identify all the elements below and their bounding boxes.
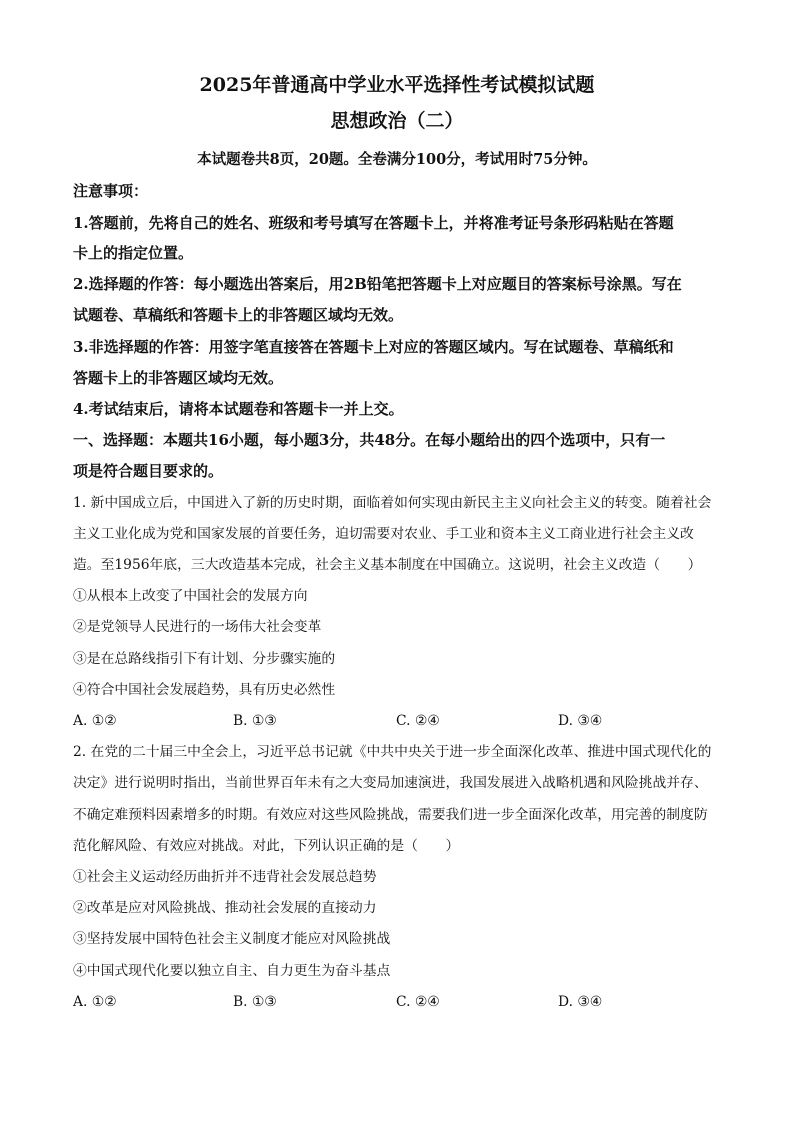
note-2-line-1: 2.选择题的作答：每小题选出答案后，用2B铅笔把答题卡上对应题目的答案标号涂黑。写在 [73,275,682,293]
q2-statement-1: ①社会主义运动经历曲折并不违背社会发展总趋势 [73,869,377,885]
q2-option-d: D. ③④ [558,994,603,1010]
q1-option-b: B. ①③ [233,713,277,729]
section-1-line-2: 项是符合题目要求的。 [73,462,224,480]
q2-option-b: B. ①③ [233,994,277,1010]
q2-stem-line-2: 决定》进行说明时指出，当前世界百年未有之大变局加速演进，我国发展进入战略机遇和风险挑战并存、 [73,775,708,791]
q2-stem-line-4: 范化解风险、有效应对挑战。对此，下列认识正确的是（ ） [73,838,460,854]
q1-option-c: C. ②④ [396,713,440,729]
q1-statement-2: ②是党领导人民进行的一场伟大社会变革 [73,619,322,635]
note-1-line-1: 1.答题前，先将自己的姓名、班级和考号填写在答题卡上，并将准考证号条形码粘贴在答题 [73,214,674,232]
q1-statement-3: ③是在总路线指引下有计划、分步骤实施的 [73,651,336,667]
q1-stem-line-1: 1. 新中国成立后，中国进入了新的历史时期，面临着如何实现由新民主主义向社会主义的转变。随着社会 [73,495,712,511]
note-2-line-2: 试题卷、草稿纸和答题卡上的非答题区域均无效。 [73,306,404,324]
note-3-line-2: 答题卡上的非答题区域均无效。 [73,369,284,387]
note-3-line-1: 3.非选择题的作答：用签字笔直接答在答题卡上对应的答题区域内。写在试题卷、草稿纸和 [73,338,674,356]
q2-stem-line-3: 不确定难预料因素增多的时期。有效应对这些风险挑战，需要我们进一步全面深化改革，用完善的制度防 [73,807,708,823]
exam-info: 本试题卷共8页，20题。全卷满分100分，考试用时75分钟。 [197,151,597,168]
exam-title: 2025年普通高中学业水平选择性考试模拟试题 [199,74,595,96]
note-4: 4.考试结束后，请将本试题卷和答题卡一并上交。 [73,400,404,418]
note-1-line-2: 卡上的指定位置。 [73,244,194,262]
q2-stem-line-1: 2. 在党的二十届三中全会上，习近平总书记就《中共中央关于进一步全面深化改革、推进中国式现代化的 [73,744,712,760]
q1-stem-line-2: 主义工业化成为党和国家发展的首要任务，迫切需要对农业、手工业和资本主义工商业进行社会主义改 [73,526,694,542]
q1-statement-4: ④符合中国社会发展趋势，具有历史必然性 [73,682,336,698]
q2-option-c: C. ②④ [396,994,440,1010]
q1-statement-1: ①从根本上改变了中国社会的发展方向 [73,588,308,604]
section-1-line-1: 一、选择题：本题共16小题，每小题3分，共48分。在每小题给出的四个选项中，只有一 [73,431,666,449]
q2-option-a: A. ①② [73,994,117,1010]
q1-option-a: A. ①② [73,713,117,729]
q1-option-d: D. ③④ [558,713,603,729]
q2-statement-2: ②改革是应对风险挑战、推动社会发展的直接动力 [73,900,377,916]
notes-heading: 注意事项： [73,182,149,200]
exam-subtitle: 思想政治（二） [330,110,464,132]
q2-statement-4: ④中国式现代化要以独立自主、自力更生为奋斗基点 [73,963,391,979]
q1-stem-line-3: 造。至1956年底，三大改造基本完成，社会主义基本制度在中国确立。这说明，社会主义改造（ ） [73,557,702,573]
q2-statement-3: ③坚持发展中国特色社会主义制度才能应对风险挑战 [73,931,391,947]
